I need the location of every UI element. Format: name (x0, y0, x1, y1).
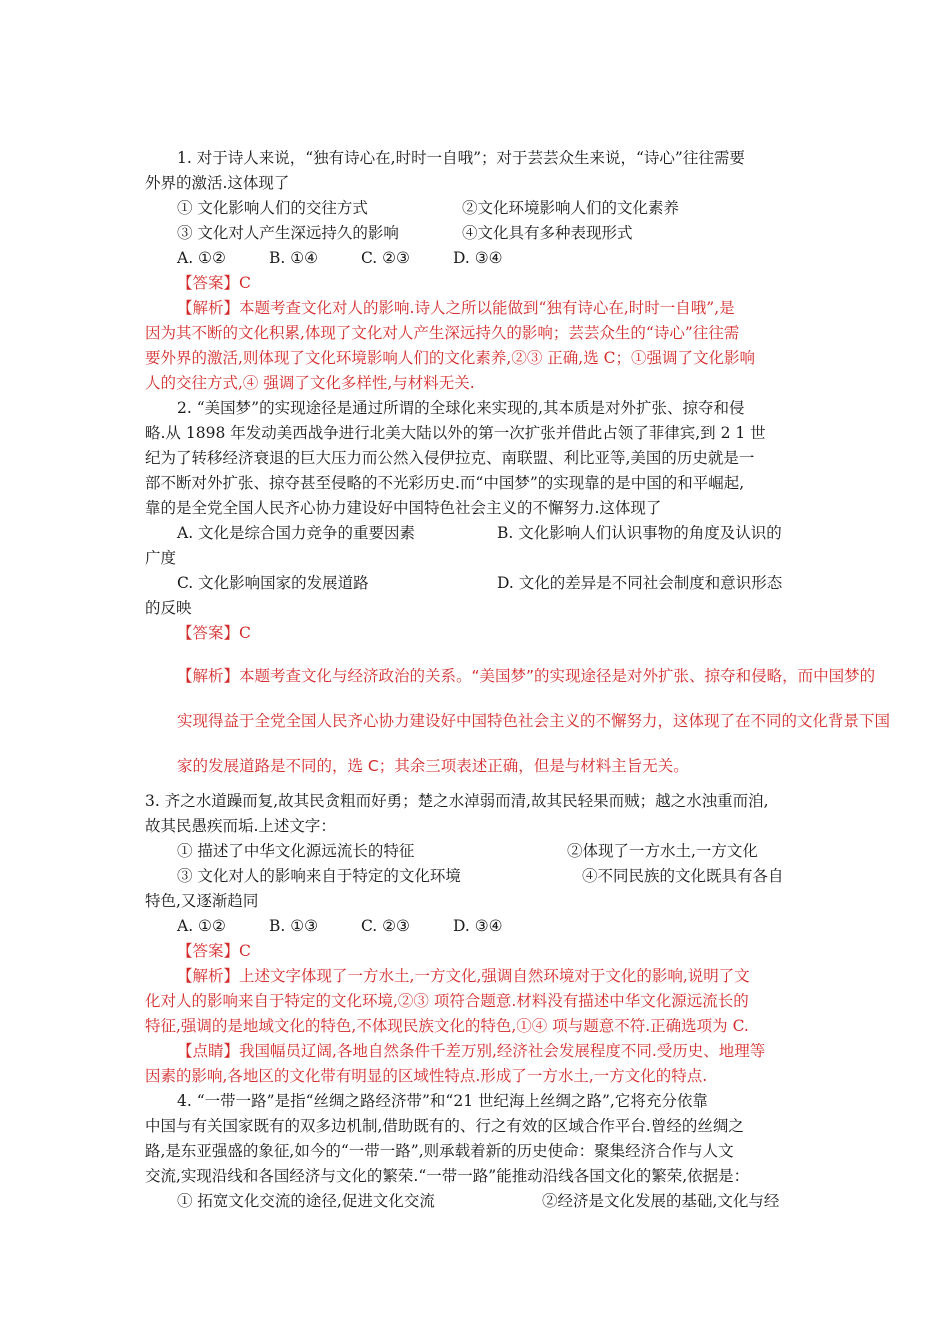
option-d: D. 文化的差异是不同社会制度和意识形态 (497, 574, 783, 592)
option-3: ③ 文化对人产生深远持久的影响 (177, 224, 399, 242)
option-a: A. 文化是综合国力竞争的重要因素 (177, 524, 416, 542)
answer-tag: 【答案】 (177, 624, 240, 642)
analysis-line: 人的交往方式,④ 强调了文化多样性,与材料无关. (145, 374, 475, 392)
choice-b: B. ①③ (269, 917, 319, 935)
choice-a: A. ①② (177, 249, 226, 267)
question-stem-line: 1. 对于诗人来说，“独有诗心在,时时一自哦”；对于芸芸众生来说，“诗心”往往需要 (177, 149, 745, 167)
option-4: ④不同民族的文化既具有各自 (582, 867, 784, 885)
analysis-text: 上述文字体现了一方水土,一方文化,强调自然环境对于文化的影响,说明了文 (239, 967, 750, 985)
question-stem-line: 部不断对外扩张、掠夺甚至侵略的不光彩历史.而“中国梦”的实现靠的是中国的和平崛起, (145, 474, 745, 492)
analysis-line: 实现得益于全党全国人民齐心协力建设好中国特色社会主义的不懈努力，这体现了在不同的文化背景下国 (177, 712, 891, 730)
point-tag: 【点睛】 (177, 1042, 240, 1060)
option-c: C. 文化影响国家的发展道路 (177, 574, 369, 592)
question-1 (145, 146, 810, 396)
choice-c: C. ②③ (361, 917, 410, 935)
question-stem-line: 交流,实现沿线和各国经济与文化的繁荣.“一带一路”能推动沿线各国文化的繁荣,依据是： (145, 1167, 750, 1185)
analysis-tag: 【解析】 (177, 967, 240, 985)
option-b: B. 文化影响人们认识事物的角度及认识的 (497, 524, 782, 542)
option-row (145, 839, 810, 864)
option-2: ②经济是文化发展的基础,文化与经 (542, 1192, 780, 1210)
question-stem-line: 4. “一带一路”是指“丝绸之路经济带”和“21 世纪海上丝绸之路”,它将充分依靠 (177, 1092, 708, 1110)
question-stem-line: 纪为了转移经济衰退的巨大压力而公然入侵伊拉克、南联盟、利比亚等,美国的历史就是一 (145, 449, 755, 467)
point-line: 因素的影响,各地区的文化带有明显的区域性特点.形成了一方水土,一方文化的特点. (145, 1067, 708, 1085)
option-d-continued: 的反映 (145, 599, 192, 617)
option-row (145, 864, 810, 889)
analysis-line: 因为其不断的文化积累,体现了文化对人产生深远持久的影响；芸芸众生的“诗心”往往需 (145, 324, 740, 342)
analysis-line (145, 296, 810, 321)
document-page (145, 146, 891, 1214)
question-4 (145, 1089, 810, 1214)
analysis-line (145, 964, 810, 989)
question-stem-line: 靠的是全党全国人民齐心协力建设好中国特色社会主义的不懈努力.这体现了 (145, 499, 662, 517)
question-stem-line: 路,是东亚强盛的象征,如今的“一带一路”,则承载着新的历史使命：聚集经济合作与人文 (145, 1142, 734, 1160)
question-stem-line: 外界的激活.这体现了 (145, 174, 290, 192)
option-1: ① 描述了中华文化源远流长的特征 (177, 842, 415, 860)
analysis-tag: 【解析】 (177, 299, 240, 317)
answer-value: C (239, 274, 251, 292)
option-b-continued: 广度 (145, 549, 177, 567)
option-row (145, 1189, 810, 1214)
answer-tag: 【答案】 (177, 942, 240, 960)
choice-d: D. ③④ (453, 249, 503, 267)
option-3: ③ 文化对人的影响来自于特定的文化环境 (177, 867, 461, 885)
analysis-image-block (145, 654, 891, 789)
option-4: ④文化具有多种表现形式 (462, 224, 633, 242)
option-1: ① 拓宽文化交流的途径,促进文化交流 (177, 1192, 435, 1210)
question-3 (145, 789, 810, 1089)
option-row (145, 571, 810, 596)
question-stem-line: 2. “美国梦”的实现途径是通过所谓的全球化来实现的,其本质是对外扩张、掠夺和侵 (177, 399, 745, 417)
answer-line (145, 621, 810, 646)
option-1: ① 文化影响人们的交往方式 (177, 199, 368, 217)
choice-c: C. ②③ (361, 249, 410, 267)
choice-row (145, 914, 810, 939)
option-2: ②体现了一方水土,一方文化 (567, 842, 758, 860)
option-4-continued: 特色,又逐渐趋同 (145, 892, 259, 910)
option-row (145, 521, 810, 546)
analysis-line: 【解析】本题考查文化与经济政治的关系。“美国梦”的实现途径是对外扩张、掠夺和侵略，而中国梦的 (177, 667, 876, 685)
question-stem-line: 故其民愚疾而垢.上述文字： (145, 817, 336, 835)
question-stem-line: 3. 齐之水道躁而复,故其民贪粗而好勇；楚之水淖弱而清,故其民轻果而贼；越之水浊重而洎, (145, 792, 769, 810)
answer-value: C (239, 942, 251, 960)
choice-d: D. ③④ (453, 917, 503, 935)
answer-line (145, 939, 810, 964)
question-stem-line: 略.从 1898 年发动美西战争进行北美大陆以外的第一次扩张并借此占领了菲律宾,到 2 1 世 (145, 424, 766, 442)
point-line (145, 1039, 810, 1064)
answer-value: C (239, 624, 251, 642)
option-row (145, 221, 810, 246)
analysis-text: 本题考查文化对人的影响.诗人之所以能做到“独有诗心在,时时一自哦”,是 (239, 299, 735, 317)
choice-b: B. ①④ (269, 249, 319, 267)
point-text: 我国幅员辽阔,各地自然条件千差万别,经济社会发展程度不同.受历史、地理等 (239, 1042, 766, 1060)
option-2: ②文化环境影响人们的文化素养 (462, 199, 680, 217)
option-row (145, 196, 810, 221)
analysis-line: 家的发展道路是不同的，选 C；其余三项表述正确，但是与材料主旨无关。 (177, 757, 689, 775)
choice-a: A. ①② (177, 917, 226, 935)
question-2 (145, 396, 891, 789)
analysis-line: 化对人的影响来自于特定的文化环境,②③ 项符合题意.材料没有描述中华文化源远流长的 (145, 992, 749, 1010)
answer-line (145, 271, 810, 296)
answer-tag: 【答案】 (177, 274, 240, 292)
question-stem-line: 中国与有关国家既有的双多边机制,借助既有的、行之有效的区域合作平台.曾经的丝绸之 (145, 1117, 744, 1135)
analysis-line: 要外界的激活,则体现了文化环境影响人们的文化素养,②③ 正确,选 C；①强调了文化影响 (145, 349, 755, 367)
choice-row (145, 246, 810, 271)
analysis-line: 特征,强调的是地域文化的特色,不体现民族文化的特色,①④ 项与题意不符.正确选项为 C. (145, 1017, 749, 1035)
